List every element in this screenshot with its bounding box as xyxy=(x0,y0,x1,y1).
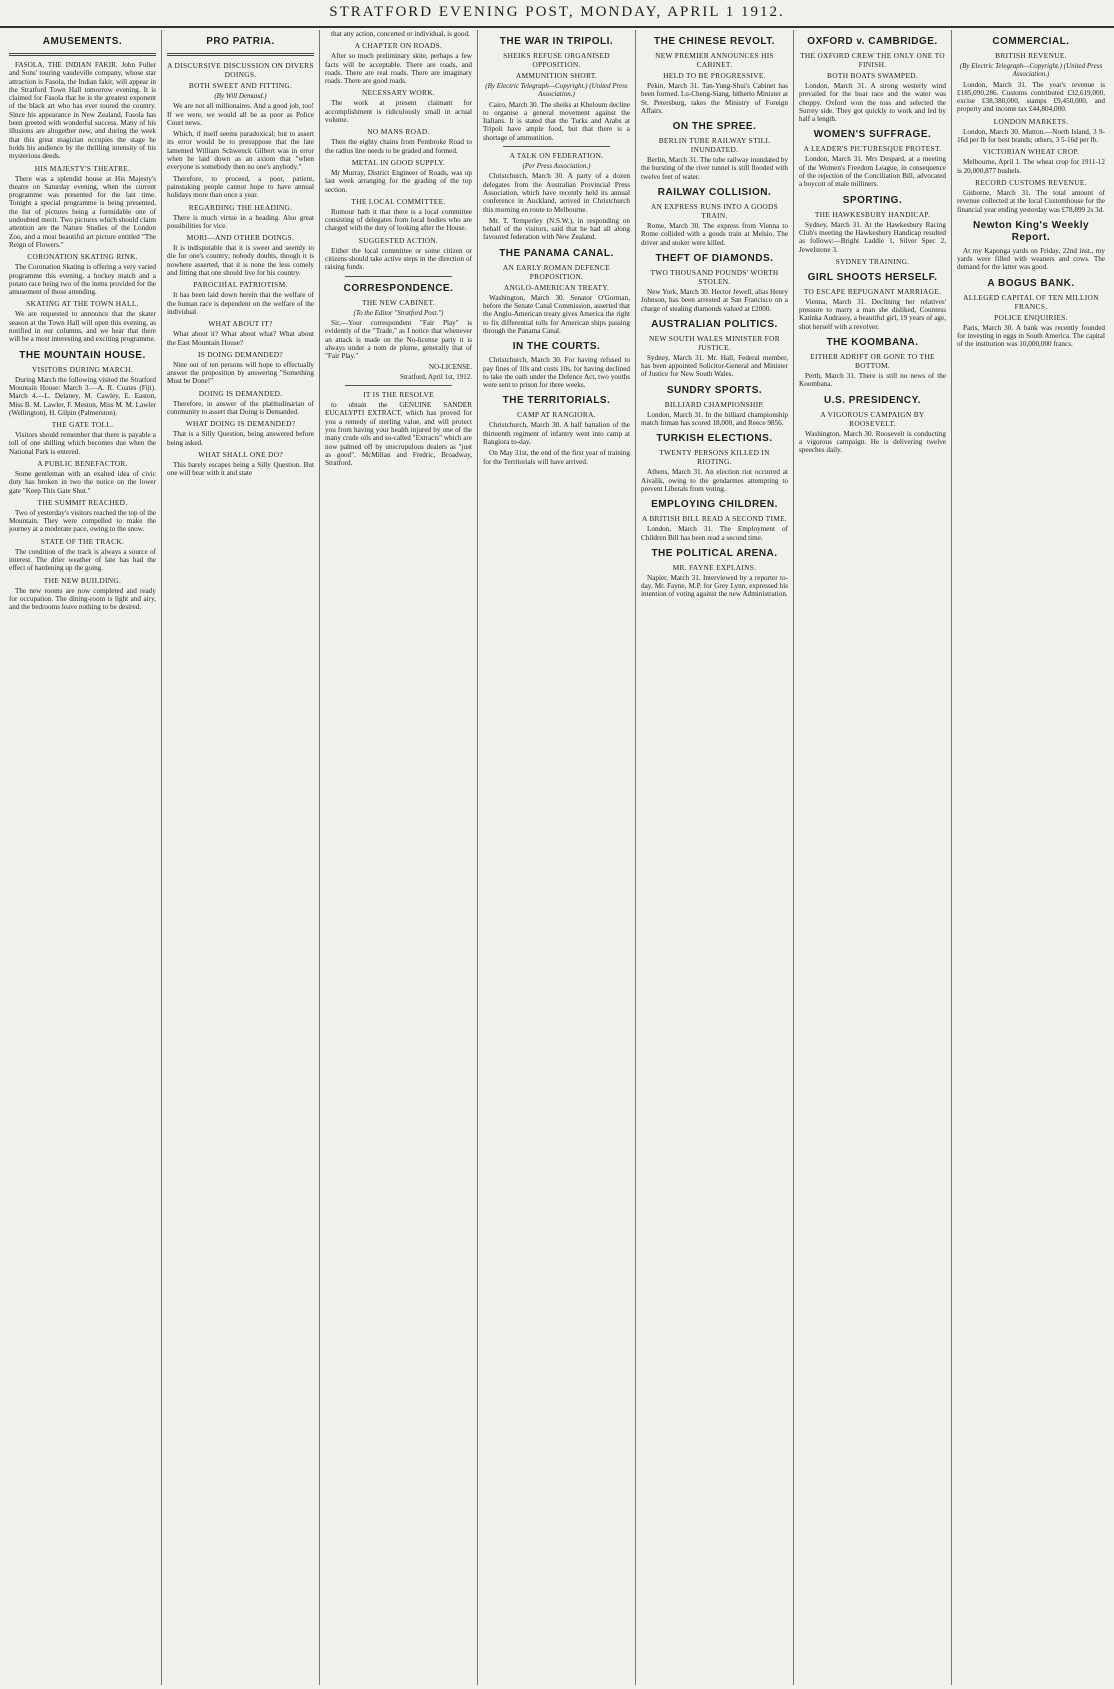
section-heading: PRO PATRIA. xyxy=(206,36,275,47)
article-paragraph: The new rooms are now completed and ready for occupation. The dining-room is light and airy, and the bedrooms leave nothing to be desired. xyxy=(9,586,156,612)
subheading: NEW PREMIER ANNOUNCES HIS CABINET. xyxy=(655,51,774,69)
article-paragraph: The condition of the track is always a source of interest. The drier weather of late has had the effect of hardening up the going. xyxy=(9,547,156,573)
subheading: SHEIKS REFUSE ORGANISED OPPOSITION. xyxy=(503,51,610,69)
article-paragraph: After so much preliminary skite, perhaps a few facts will be acceptable. There are roads, and roads. There are real roads. There are imaginary roads. There are good roads. xyxy=(325,52,472,86)
divider xyxy=(167,53,314,56)
article-paragraph: During March the following visited the Stratford Mountain House: March 3.—A. R. Coates (Fiji). March 4.—L. Delaney, M. Cawley, E. Easton, Miss B. M. Lawler, F. Meston, Miss M. M. Lawler (Wellington), H. Gilpin (Palmerston). xyxy=(9,375,156,417)
article-paragraph: Two of yesterday's visitors reached the top of the Mountain. They were compelled to make the journey at a moderate pace, owing to the snow. xyxy=(9,508,156,534)
subheading: TO ESCAPE REPUGNANT MARRIAGE. xyxy=(803,286,942,296)
article-paragraph: Berlin, March 31. The tube railway inundated by the bursting of the river tunnel is still flooded with twelve feet of water. xyxy=(641,156,788,181)
section-heading: TURKISH ELECTIONS. xyxy=(656,433,773,445)
section-heading: EMPLOYING CHILDREN. xyxy=(651,499,778,511)
column-commercial xyxy=(952,30,1110,1685)
article-paragraph: Sydney, March 31. At the Hawkesbury Racing Club's meeting the Hawkesbury Handicap resulted as follows:—Bright Laddie 1, Silver Spec 2, Jewelstone 3. xyxy=(799,220,946,254)
subheading: SYDNEY TRAINING. xyxy=(835,256,910,266)
article-heading: THE SUMMIT REACHED. xyxy=(37,497,128,507)
article-paragraph: Paris, March 30. A bank was recently founded for investing in eggs in South America. The capital of the institution was 10,000,000 francs. xyxy=(957,323,1105,349)
article-paragraph: There was a splendid house at His Majesty's theatre on Saturday evening, when the current programme was presented for the last time. Tonight a special programme is being presented, the list of pictures being a formidable one of undoubted merit. Two pictures which should claim attention are the Nature Studies of the London Zoo, and a most beautiful art picture entitled "The Reign of Flowers." xyxy=(9,174,156,249)
article-heading: HIS MAJESTY'S THEATRE. xyxy=(34,163,131,173)
advert-text: to obtain the GENUINE SANDER EUCALYPTI EXTRACT, which has proved for you a remedy of sterling value, and will protect you from having your health injured by one of the many crude oils and so-called "Extracts" which are now palmed off by unscrupulous dealers as "just as good". McMillan and Fredric, Broadway, Stratford. xyxy=(325,401,472,468)
byline: (Per Press Association.) xyxy=(522,162,591,171)
section-heading: THE POLITICAL ARENA. xyxy=(651,547,778,559)
subheading: THE HAWKESBURY HANDICAP. xyxy=(814,209,931,219)
article-heading: THE NEW BUILDING. xyxy=(43,575,122,585)
article-paragraph: Washington, March 30. Senator O'Gorman, before the Senate Canal Commission, asserted that the Anglo-American treaty gives America the right to fix differential tolls for American ships passing through the Panama Canal. xyxy=(483,293,630,335)
article-paragraph: Christchurch, March 30. For having refused to pay fines of 10s and costs 10s, for having declined to take the oath under the Defence Act, two youths were sent to prison for three weeks. xyxy=(483,356,630,390)
byline: (By Will Demand.) xyxy=(214,92,267,100)
article-heading: THE GATE TOLL. xyxy=(51,420,114,430)
article-paragraph: Rome, March 30. The express from Vienna to Rome collided with a goods train at Melsio. The driver and stoker were killed. xyxy=(641,222,788,247)
section-heading: A BOGUS BANK. xyxy=(987,277,1075,289)
article-paragraph: On May 31st, the end of the first year of training for the Territorials will have arrived. xyxy=(483,449,630,466)
article-paragraph: Christchurch, March 30. A party of a dozen delegates from the Australian Provincial Press Association, which have recently held its annual conference in Auckland, arrived in Christchurch this morning en route to Melbourne. xyxy=(483,172,630,214)
subheading: BERLIN TUBE RAILWAY STILL INUNDATED. xyxy=(658,136,771,155)
article-paragraph: London, March 31. The Employment of Children Bill has been read a second time. xyxy=(641,525,788,542)
section-heading: THE TERRITORIALS. xyxy=(502,395,611,407)
article-heading: PAROCHIAL PATRIOTISM. xyxy=(193,280,288,290)
subheading: AMMUNITION SHORT. xyxy=(515,71,598,80)
divider xyxy=(9,53,156,56)
article-heading: MORI—AND OTHER DOINGS. xyxy=(186,233,295,243)
article-paragraph: Therefore, to proceed, a poor, patient, painstaking people cannot hope to have annual holidays more than once a year. xyxy=(167,174,314,200)
column-tripoli xyxy=(478,30,636,1685)
article-heading: SUGGESTED ACTION. xyxy=(358,235,439,245)
article-heading: NECESSARY WORK. xyxy=(361,88,436,98)
subheading: AN EXPRESS RUNS INTO A GOODS TRAIN. xyxy=(650,202,779,221)
section-heading: SPORTING. xyxy=(842,194,903,206)
article-paragraph: Washington, March 30. Roosevelt is conducting a vigorous campaign. He is delivering twelve speeches daily. xyxy=(799,429,946,455)
article-heading: THE LOCAL COMMITTEE. xyxy=(351,196,446,206)
subheading: TWENTY PERSONS KILLED IN RIOTING. xyxy=(659,448,770,467)
article-paragraph: The Coronation Skating is offering a very varied programme this evening, a hockey match and a potato race being two of the items provided for the amusement of those attending. xyxy=(9,263,156,297)
article-paragraph: FASOLA, THE INDIAN FAKIR. John Fuller and Sons' touring vaudeville company, whose star attraction is Fasola, the Indian fakir, will appear in the Stratford Town Hall tomorrow evening. It is claimed for Fasola that he is the greatest exponent of the black art who has ever toured the country. Since his appearance in New Zealand, Fasola has been greeted with wonderful success. Many of his illusions are altogether new, and during the week that this great magician occupies the stage he holds his audience by the thrilling intensity of his mysterious deeds. xyxy=(9,61,156,161)
article-heading: REGARDING THE HEADING. xyxy=(188,202,293,212)
column-chinese-revolt xyxy=(636,30,794,1685)
article-paragraph: Melbourne, April 1. The wheat crop for 1911-12 is 20,000,877 bushels. xyxy=(957,158,1105,175)
article-paragraph: What about it? What about what? What about the East Mountain House? xyxy=(167,330,314,347)
subheading: A BRITISH BILL READ A SECOND TIME. xyxy=(641,514,788,524)
subheading: MR. FAYNE EXPLAINS. xyxy=(672,562,757,572)
divider xyxy=(345,276,452,277)
section-heading: THE MOUNTAIN HOUSE. xyxy=(19,349,146,361)
newspaper-columns xyxy=(4,30,1110,1685)
article-paragraph: Mr Murray, District Engineer of Roads, was up last week arranging for the grading of the top section. xyxy=(325,168,472,194)
article-heading: A CHAPTER ON ROADS. xyxy=(354,41,443,51)
article-paragraph: Visitors should remember that there is payable a toll of one shilling which becomes due when the National Park is entered. xyxy=(9,431,156,456)
subheading: BRITISH REVENUE. xyxy=(995,51,1067,60)
section-heading: AUSTRALIAN POLITICS. xyxy=(651,318,778,330)
article-paragraph: Cairo, March 30. The sheiks at Kheloum decline to organise a general movement against the Italians. It is stated that the Turks and Arabs at Tripoli have ample food, but that there is a shortage of ammunition. xyxy=(483,100,630,142)
section-heading: CORRESPONDENCE. xyxy=(343,282,454,294)
subheading: EITHER ADRIFT OR GONE TO THE BOTTOM. xyxy=(810,352,935,371)
column-amusements xyxy=(4,30,162,1685)
section-heading: THE WAR IN TRIPOLI. xyxy=(499,36,614,47)
subheading: BOTH SWEET AND FITTING. xyxy=(188,81,293,90)
article-paragraph: London, March 31. Mrs Despard, at a meeting of the Women's Freedom League, in consequence of the rejection of the Conciliation Bill, advocated a boycott of male milliners. xyxy=(799,155,946,189)
article-paragraph: At my Kaponga yards on Friday, 22nd inst., my yards were filled with weaners and cows. The demand for the latter was good. xyxy=(957,246,1105,272)
article-paragraph: Gisborne, March 31. The total amount of revenue collected at the local Customhouse for the financial year ending yesterday was £78,899 2s 3d. xyxy=(957,188,1105,214)
column-roads-correspondence xyxy=(320,30,478,1685)
article-heading: A TALK ON FEDERATION. xyxy=(509,151,604,161)
section-heading: IN THE COURTS. xyxy=(512,341,601,353)
section-heading: ON THE SPREE. xyxy=(672,121,757,133)
section-heading: COMMERCIAL. xyxy=(992,36,1070,47)
column-pro-patria xyxy=(162,30,320,1685)
section-heading: U.S. PRESIDENCY. xyxy=(824,394,921,406)
article-paragraph: London, March 30. Mutton.—North Island, 3 9-16d per lb for best brands; others, 3 5-16d per lb. xyxy=(957,127,1105,145)
letter-date: Stratford, April 1st, 1912. xyxy=(400,372,472,381)
article-paragraph: Therefore, in answer of the platitudinarian of community to assert that Doing is Demanded. xyxy=(167,399,314,417)
section-heading: OXFORD v. CAMBRIDGE. xyxy=(807,36,938,47)
article-heading: NO MANS ROAD. xyxy=(367,127,430,137)
article-paragraph: The work at present claimant for accomplishment is ridiculously small in actual volume. xyxy=(325,99,472,125)
article-paragraph: Christchurch, March 30. A half battalion of the thirteenth regiment of infantry went into camp at Rangiora to-day. xyxy=(483,421,630,447)
article-paragraph: that any action, concerted or individual, is good. xyxy=(331,30,470,38)
byline: (To the Editor "Stratford Post.") xyxy=(353,308,444,317)
article-paragraph: Sir,—Your correspondent "Fair Play" is evidently of the "Trade," as I notice that whenever an attack is made on the No-license party it is always under a nom de plume, generally that of "Fair Play." xyxy=(325,318,472,361)
divider xyxy=(345,385,452,386)
article-paragraph: Athens, March 31. An election riot occurred at Aivalik, owing to the gendarmes attempting to prevent Liberals from voting. xyxy=(641,468,788,493)
article-paragraph: Vienna, March 31. Declining her relatives' pressure to marry a man she disliked, Countess Katinka Audrassy, a beautiful girl, 19 years of age, shot herself with a revolver. xyxy=(799,297,946,331)
article-paragraph: New York, March 30. Hector Jewell, alias Henry Johnson, has been arrested at San Francisco on a charge of stealing diamonds valued at £2000. xyxy=(641,287,788,313)
article-heading: DOING IS DEMANDED. xyxy=(198,388,283,398)
subheading: A VIGOROUS CAMPAIGN BY ROOSEVELT. xyxy=(820,409,925,428)
article-paragraph: London, March 31. In the billiard championship match Inman has scored 18,000, and Reece 9856. xyxy=(641,410,788,428)
article-paragraph: Sydney, March 31. Mr. Hall, Federal member, has been appointed Solicitor-General and Minister of Justice for New South Wales. xyxy=(641,353,788,379)
article-heading: RECORD CUSTOMS REVENUE. xyxy=(975,177,1087,187)
subheading: A LEADER'S PICTURESQUE PROTEST. xyxy=(803,144,942,154)
article-paragraph: Either the local committee or some citizen or citizens should take active steps in the direction of raising funds. xyxy=(325,246,472,272)
article-heading: WHAT DOING IS DEMANDED? xyxy=(185,419,296,429)
article-heading: VICTORIAN WHEAT CROP. xyxy=(982,147,1080,157)
article-heading: CORONATION SKATING RINK. xyxy=(27,252,138,262)
article-paragraph: Some gentleman with an exalted idea of civic duty has broken in two the notice on the lower gate "Keep This Gate Shut." xyxy=(9,469,156,495)
subheading: VISITORS DURING MARCH. xyxy=(31,364,134,374)
article-paragraph: That is a Silly Question, being answered before being asked. xyxy=(167,430,314,447)
article-heading: SKATING AT THE TOWN HALL. xyxy=(26,299,139,309)
section-heading: Newton King's Weekly Report. xyxy=(972,219,1090,243)
article-paragraph: It is indisputable that it is sweet and seemly to die for one's country; nobody doubts, though it is nowhere asserted, that it is none the less comely and fitting that one should live for his country. xyxy=(167,244,314,278)
article-heading: IS DOING DEMANDED? xyxy=(197,349,284,359)
section-heading: RAILWAY COLLISION. xyxy=(657,187,772,199)
article-paragraph: Which, if itself seems paradoxical; but to assert its error would be to presuppose that the late lamented William Schwenck Gilbert was in error when he laid down as an axiom that "when everyone is somebody then no one's anybody." xyxy=(167,130,314,172)
article-paragraph: Pekin, March 31. Tan-Yung-Shui's Cabinet has been formed. Lu-Cheng-Siang, hitherto Minister at St. Petersburg, takes the Ministry of Foreign Affairs. xyxy=(641,82,788,115)
article-paragraph: Then the eighty chains from Pembroke Road to the radius line needs to be graded and formed. xyxy=(325,138,472,155)
section-heading: GIRL SHOOTS HERSELF. xyxy=(807,271,938,283)
article-heading: WHAT SHALL ONE DO? xyxy=(198,449,283,459)
subheading: POLICE ENQUIRIES. xyxy=(994,312,1068,322)
article-paragraph: London, March 31. The year's revenue is £185,090,286. Customs contributed £32,619,000, excise £38,380,000, stamps £9,450,000, and property and income tax £44,804,000. xyxy=(957,80,1105,114)
subheading: ANGLO-AMERICAN TREATY. xyxy=(503,282,610,292)
article-heading: STATE OF THE TRACK. xyxy=(40,536,125,546)
article-paragraph: Rumour hath it that there is a local committee consisting of delegates from local bodies who are charged with the duty of looking after the House. xyxy=(325,207,472,233)
subheading: BILLIARD CHAMPIONSHIP. xyxy=(664,399,765,409)
column-boat-race xyxy=(794,30,952,1685)
subheading: NEW SOUTH WALES MINISTER FOR JUSTICE. xyxy=(649,333,780,352)
section-heading: THEFT OF DIAMONDS. xyxy=(655,252,774,264)
subheading: A DISCURSIVE DISCUSSION ON DIVERS DOINGS. xyxy=(167,61,314,79)
article-paragraph: Mr. T. Temperley (N.S.W.), in responding on behalf of the visitors, said that he had all along favoured federation with New Zealand. xyxy=(483,216,630,242)
masthead: STRATFORD EVENING POST, MONDAY, APRIL 1 1912. xyxy=(0,0,1114,28)
section-heading: THE CHINESE REVOLT. xyxy=(654,36,775,47)
article-heading: METAL IN GOOD SUPPLY. xyxy=(351,157,446,167)
subheading: BOTH BOATS SWAMPED. xyxy=(827,71,918,80)
article-paragraph: Perth, March 31. There is still no news of the Koombana. xyxy=(799,372,946,389)
section-heading: SUNDRY SPORTS. xyxy=(666,384,763,396)
article-paragraph: This barely escapes being a Silly Question. But one will bear with it and state xyxy=(167,460,314,478)
subheading: THE OXFORD CREW THE ONLY ONE TO FINISH. xyxy=(800,51,945,69)
article-paragraph: We are requested to announce that the skater season at the Town Hall will open this evening, as notified in our columns, and we hear that there will be a most interesting and exciting programme. xyxy=(9,310,156,344)
section-heading: THE PANAMA CANAL. xyxy=(499,247,614,259)
article-paragraph: There is much virtue in a heading. Also great possibilities for vice. xyxy=(167,213,314,230)
subheading: AN EARLY ROMAN DEFENCE PROPOSITION. xyxy=(502,262,611,281)
subheading: CAMP AT RANGIORA. xyxy=(517,410,596,420)
subheading: ALLEGED CAPITAL OF TEN MILLION FRANCS. xyxy=(963,292,1099,311)
article-heading: WHAT ABOUT IT? xyxy=(208,319,273,329)
section-heading: AMUSEMENTS. xyxy=(42,36,123,47)
article-paragraph: We are not all millionaires. And a good job, too! If we were, we would all be as poor as Police Court news. xyxy=(167,102,314,127)
letter-signature: NO-LICENSE. xyxy=(429,363,472,372)
article-paragraph: London, March 31. A strong westerly wind prevailed for the boat race and the water was choppy. Oxford won the toss and selected the Surrey side. They got quickly to work and led by half a length. xyxy=(799,82,946,124)
byline: (By Electric Telegraph—Copyright.) (United Press Association.) xyxy=(959,62,1103,79)
section-heading: WOMEN'S SUFFRAGE. xyxy=(813,129,932,141)
section-heading: THE KOOMBANA. xyxy=(826,337,919,349)
subheading: THE NEW CABINET. xyxy=(362,297,435,307)
subheading: TWO THOUSAND POUNDS' WORTH STOLEN. xyxy=(650,267,779,286)
article-paragraph: It has been laid down herein that the welfare of the human race is dependent on the welfare of the individual. xyxy=(167,291,314,316)
article-heading: LONDON MARKETS. xyxy=(993,116,1069,126)
article-paragraph: Napier, March 31. Interviewed by a reporter to-day, Mr. Fayne, M.P. for Grey Lynn, expressed his intention of voting against the new Administration. xyxy=(641,573,788,599)
divider xyxy=(503,146,610,147)
article-paragraph: Nine out of ten persons will hope to effectually answer the proposition by answering "Something Must be Done!" xyxy=(167,360,314,386)
article-heading: A PUBLIC BENEFACTOR. xyxy=(37,458,128,468)
byline: (By Electric Telegraph—Copyright.) (United Press Association.) xyxy=(485,82,628,99)
subheading: HELD TO BE PROGRESSIVE. xyxy=(663,71,766,80)
advert-heading: IT IS THE RESOLVE xyxy=(363,390,434,400)
